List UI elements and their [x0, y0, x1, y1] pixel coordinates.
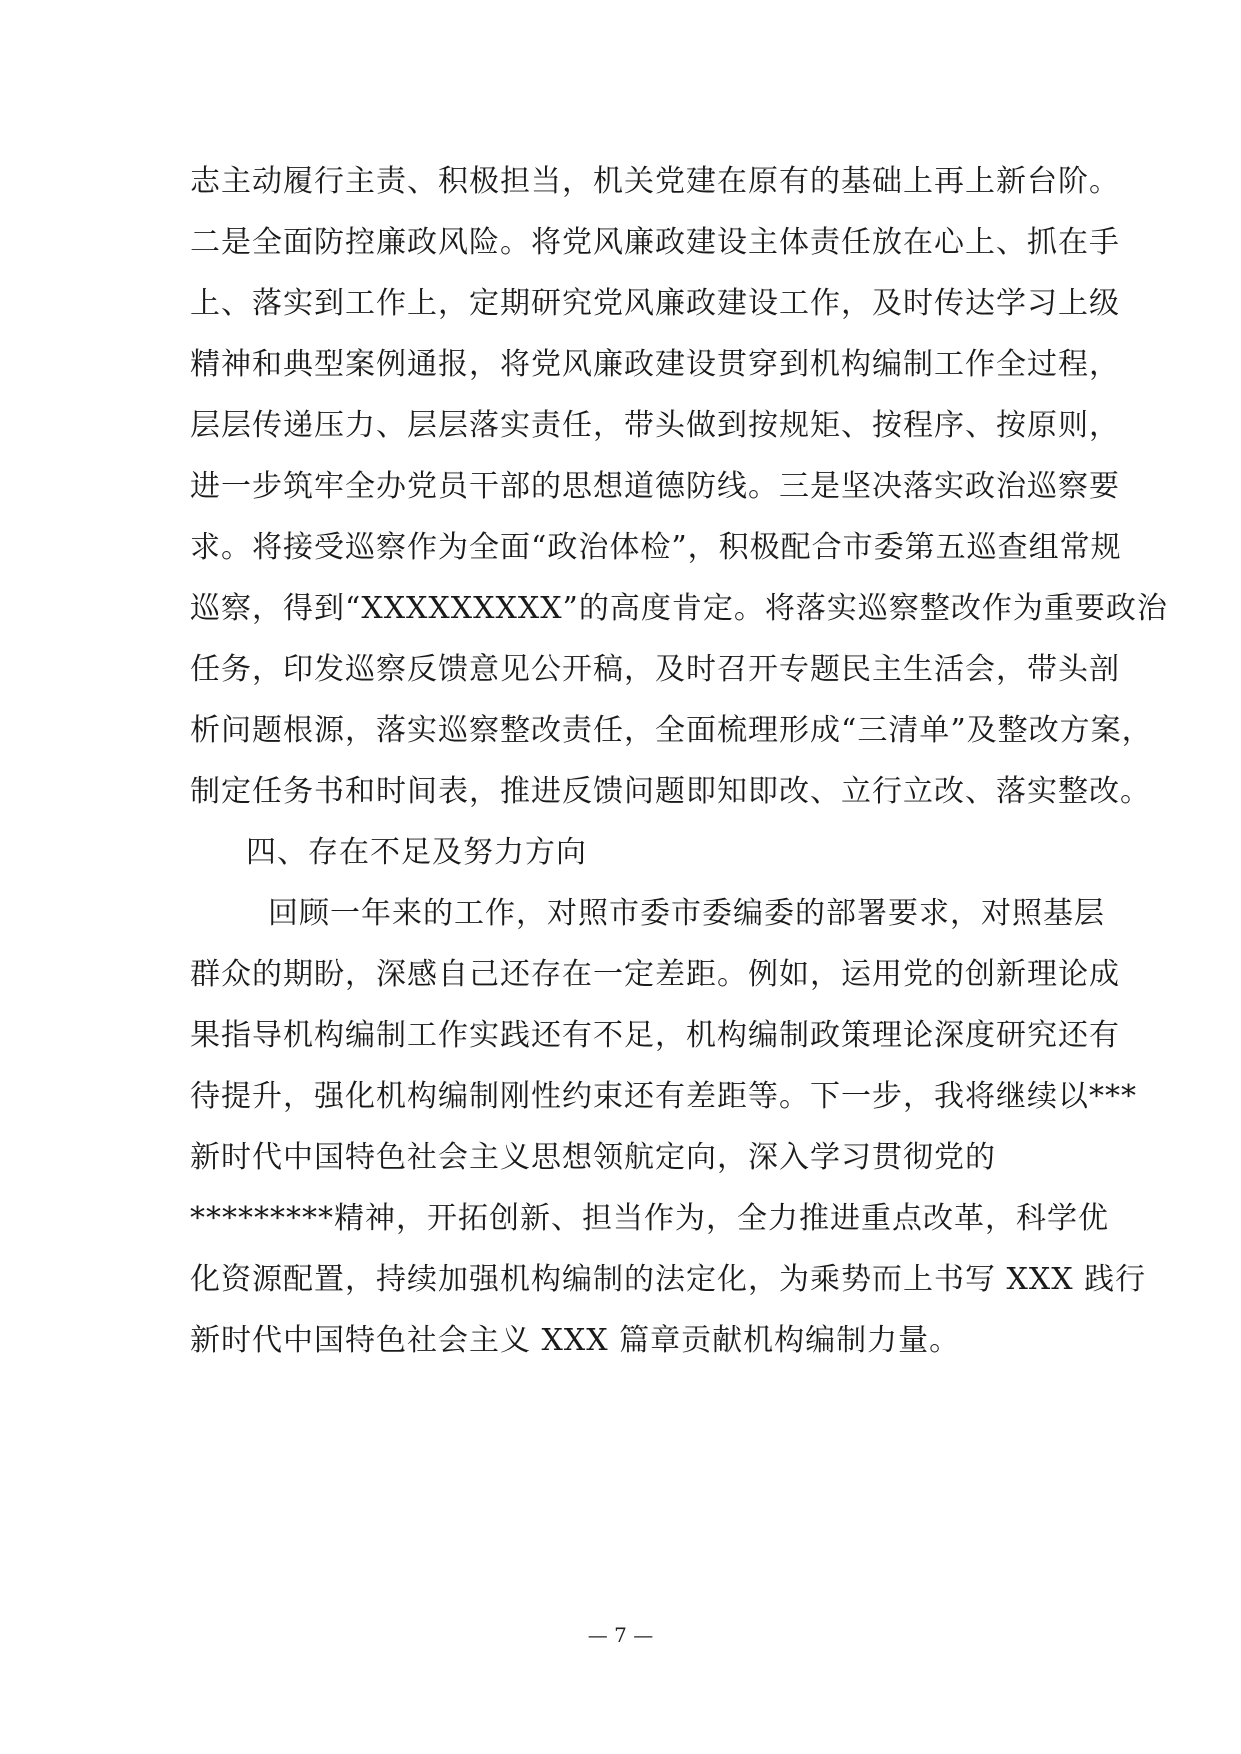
body-line-11: 制定任务书和时间表，推进反馈问题即知即改、立行立改、落实整改。 [190, 774, 1151, 809]
body-line-10: 析问题根源，落实巡察整改责任，全面梳理形成“三清单”及整改方案， [190, 713, 1153, 748]
section-line-6: *********精神，开拓创新、担当作为，全力推进重点改革，科学优 [190, 1201, 1109, 1236]
section-line-3: 果指导机构编制工作实践还有不足，机构编制政策理论深度研究还有 [190, 1018, 1120, 1053]
body-line-2: 二是全面防控廉政风险。将党风廉政建设主体责任放在心上、抓在手 [190, 225, 1120, 260]
section-heading: 四、存在不足及努力方向 [246, 835, 587, 870]
body-line-7: 求。将接受巡察作为全面“政治体检”，积极配合市委第五巡查组常规 [190, 530, 1122, 565]
body-line-3: 上、落实到工作上，定期研究党风廉政建设工作，及时传达学习上级 [190, 286, 1120, 321]
body-line-1: 志主动履行主责、积极担当，机关党建在原有的基础上再上新台阶。 [190, 164, 1120, 199]
section-line-7: 化资源配置，持续加强机构编制的法定化，为乘势而上书写 XXX 践行 [190, 1262, 1147, 1297]
section-line-8: 新时代中国特色社会主义 XXX 篇章贡献机构编制力量。 [190, 1323, 961, 1358]
section-line-5: 新时代中国特色社会主义思想领航定向，深入学习贯彻党的 [190, 1140, 996, 1175]
body-line-9: 任务，印发巡察反馈意见公开稿，及时召开专题民主生活会，带头剖 [190, 652, 1120, 687]
section-line-2: 群众的期盼，深感自己还存在一定差距。例如，运用党的创新理论成 [190, 957, 1120, 992]
body-line-8: 巡察，得到“XXXXXXXXX”的高度肯定。将落实巡察整改作为重要政治 [190, 591, 1168, 626]
body-line-5: 层层传递压力、层层落实责任，带头做到按规矩、按程序、按原则， [190, 408, 1120, 443]
section-line-1: 回顾一年来的工作，对照市委市委编委的部署要求，对照基层 [268, 896, 1105, 931]
section-line-4: 待提升，强化机构编制刚性约束还有差距等。下一步，我将继续以*** [190, 1079, 1137, 1114]
body-line-4: 精神和典型案例通报，将党风廉政建设贯穿到机构编制工作全过程， [190, 347, 1120, 382]
body-line-6: 进一步筑牢全办党员干部的思想道德防线。三是坚决落实政治巡察要 [190, 469, 1120, 504]
page-number: — 7 — [587, 1623, 654, 1647]
